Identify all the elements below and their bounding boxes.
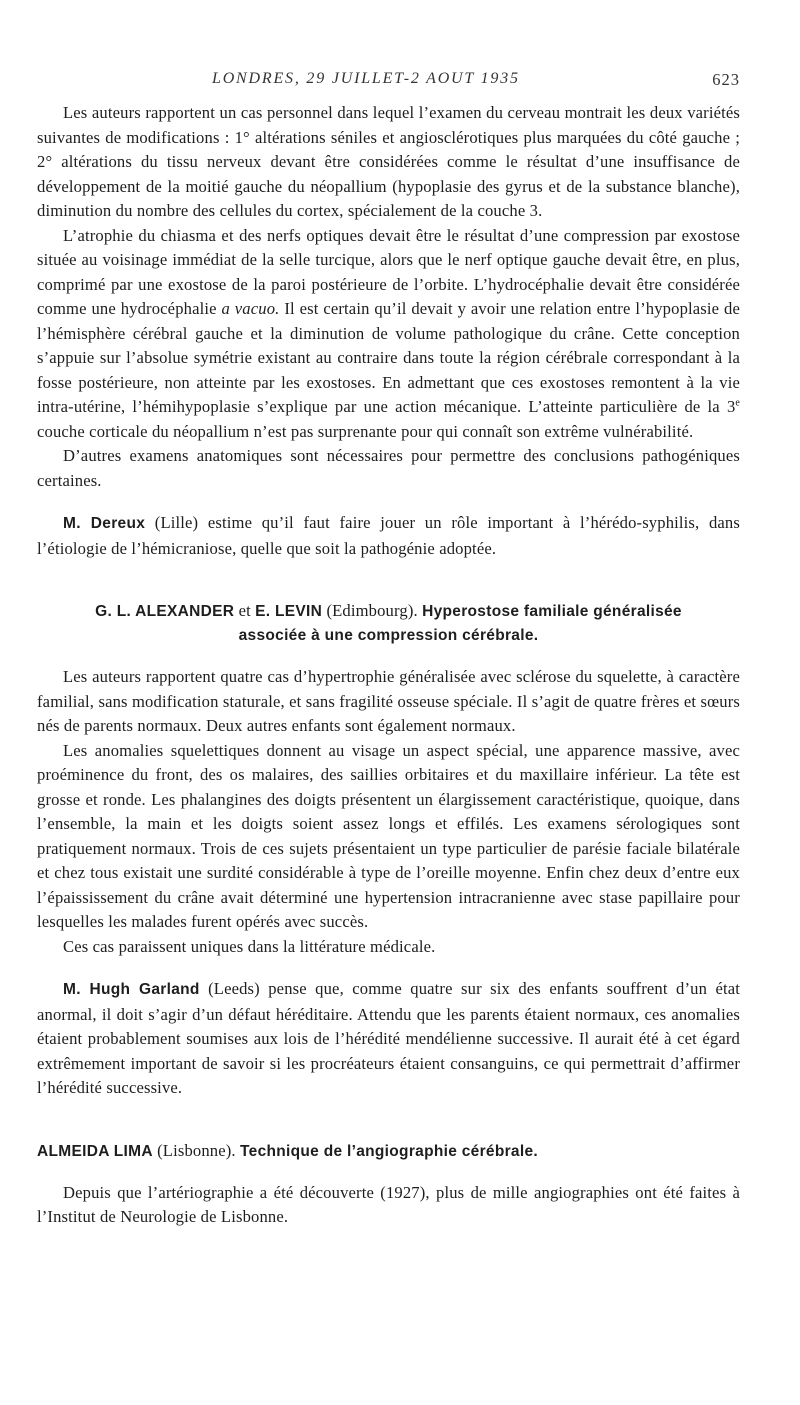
speaker-text: (Lille) estime qu’il faut faire jouer un rôle important à l’hérédo-syphilis, dans l’étiologie de l’hémicraniose, quelle que soit la pathogénie adoptée. — [37, 513, 740, 558]
speaker-prefix: M. — [63, 981, 90, 998]
speaker-name: Dereux — [90, 515, 146, 532]
title-line-2: associée à une compression cérébrale. — [238, 627, 539, 644]
running-head: LONDRES, 29 JUILLET-2 AOUT 1935 — [212, 70, 520, 87]
paragraph-9: Depuis que l’artériographie a été découverte (1927), plus de mille angiographies ont été faites à l’Institut de Neurologie de Lisbonne. — [37, 1182, 740, 1226]
paragraph-2-sup: e — [735, 397, 740, 409]
section-title-alexander — [37, 599, 740, 647]
paragraph-3: D’autres examens anatomiques sont nécessaires pour permettre des conclusions pathogéniques certaines. — [37, 446, 740, 490]
page-header — [37, 70, 740, 94]
paragraph-5: Les auteurs rapportent quatre cas d’hypertrophie généralisée avec sclérose du squelette, à caractère familial, sans modification staturale, et sans fragilité osseuse spéciale. Il s’agit de quatre frères et sœurs nés de parents normaux. Deux autres enfants sont également normaux. — [37, 667, 740, 735]
paragraph-2-italic: a vacuo. — [221, 299, 280, 318]
title-line-1: Hyperostose familiale généralisée — [422, 603, 682, 620]
speaker-name: Hugh Garland — [89, 981, 200, 998]
speaker-text: (Leeds) pense que, comme quatre sur six des enfants souffrent d’un état anormal, il doit s’agir d’un défaut héréditaire. Attendu que les parents étaient normaux, ces anomalies étaient probablement soumises aux lois de l’hérédité mendélienne successive. Il aurait été à cet égard extrêmement important de savoir si les procréateurs étaient consanguins, ce qui permettrait d’affirmer l’hérédité successive. — [37, 979, 740, 1097]
paragraph-2-text-a: L’atrophie du chiasma et des nerfs optiques devait être le résultat d’une compression par exostose située au voisinage immédiat de la selle turcique, alors que le nerf optique gauche devait être, en plus, comprimé par une exostose de la paroi postérieure de l’orbite. L’hydrocéphalie devait être considérée comme une hydrocéphalie — [37, 225, 740, 318]
section-title-lima — [37, 1139, 740, 1163]
author: ALMEIDA LIMA — [37, 1142, 153, 1160]
author-place: (Edimbourg). — [322, 601, 423, 620]
paragraph-garland — [37, 977, 740, 1101]
paragraph-dereux — [37, 511, 740, 561]
speaker-prefix: M. — [63, 515, 91, 532]
author-2: E. LEVIN — [255, 603, 323, 620]
page-body — [37, 101, 740, 1230]
paragraph-2 — [37, 224, 740, 445]
title: Technique de l’angiographie cérébrale. — [240, 1142, 538, 1160]
paragraph-2-text-c: couche corticale du néopallium n’est pas surprenante pour qui connaît son extrême vulnérabilité. — [37, 421, 694, 441]
author-1: G. L. ALEXANDER — [95, 603, 235, 620]
author-place: (Lisbonne). — [152, 1140, 241, 1160]
paragraph-2-text-b: Il est certain qu’il devait y avoir une relation entre l’hypoplasie de l’hémisphère cérébral gauche et la diminution de volume pathologique du crâne. Cette conception s’appuie sur l’absolue symétrie existant au contraire dans toute la région cérébrale correspondant à la fosse postérieure, non atteinte par les exostoses. En admettant que ces exostoses remontent à la vie intra-utérine, l’hémihypoplasie s’explique par une action mécanique. L’atteinte particulière de la 3 — [37, 299, 740, 416]
paragraph-7: Ces cas paraissent uniques dans la littérature médicale. — [63, 936, 436, 956]
paragraph-6: Les anomalies squelettiques donnent au visage un aspect spécial, une apparence massive, avec proéminence du front, des os malaires, des saillies orbitaires et du maxillaire inférieur. La tête est grosse et ronde. Les phalangines des doigts présentent un élargissement caractéristique, quoique, dans l’ensemble, la main et les doigts soient assez longs et effilés. Les examens sérologiques sont pratiquement normaux. Trois de ces sujets présentaient un type particulier de parésie faciale bilatérale et chez tous existait une surdité considérable à type de l’oreille moyenne. Enfin chez deux d’entre eux l’épaississement du crâne avait déterminé une hypertension intracranienne avec stase papillaire pour lesquelles les malades furent opérés avec succès. — [37, 740, 740, 931]
paragraph-1: Les auteurs rapportent un cas personnel dans lequel l’examen du cerveau montrait les deux variétés suivantes de modifications : 1° altérations séniles et angiosclérotiques plus marquées du côté gauche ; 2° altérations du tissu nerveux devant être considérées comme le résultat d’une insuffisance de développement de la moitié gauche du néopallium (hypoplasie des gyrus et de la substance blanche), diminution du nombre des cellules du cortex, spécialement de la couche 3. — [37, 103, 740, 220]
page-number: 623 — [712, 70, 740, 89]
author-connector: et — [234, 601, 256, 620]
